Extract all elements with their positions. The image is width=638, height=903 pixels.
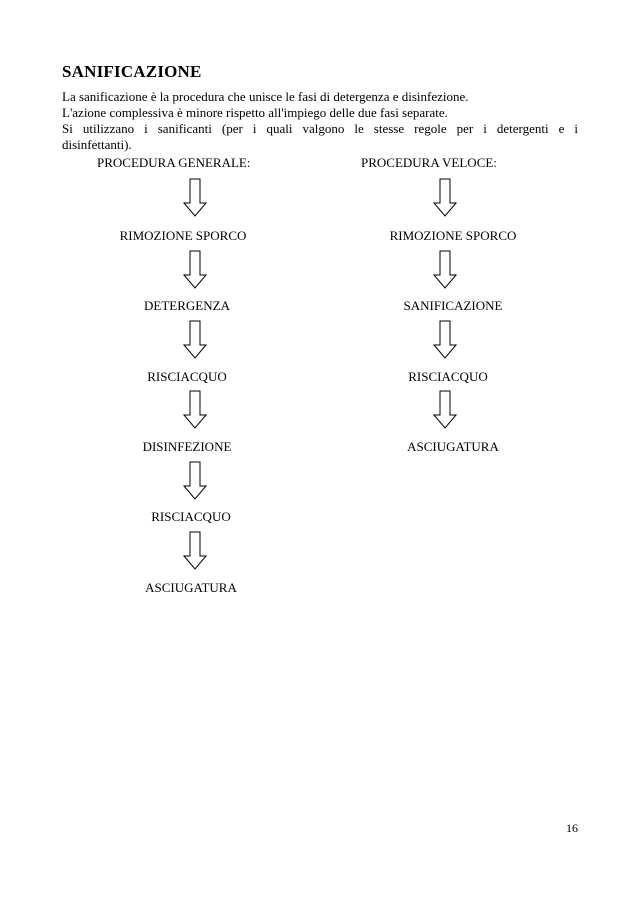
quick-step-risciacquo: RISCIACQUO — [408, 369, 488, 384]
down-arrow-icon — [183, 250, 207, 290]
general-step-rimozione-sporco: RIMOZIONE SPORCO — [119, 228, 247, 243]
quick-step-rimozione-sporco: RIMOZIONE SPORCO — [389, 228, 517, 243]
paragraph-line: La sanificazione è la procedura che unisce le fasi di detergenza e disinfezione. — [62, 89, 469, 104]
paragraph-line: Si utilizzano i sanificanti (per i quali valgono le stesse regole per i detergenti e i — [62, 121, 578, 136]
general-procedure-heading: PROCEDURA GENERALE: — [97, 155, 251, 170]
down-arrow-icon — [183, 390, 207, 430]
quick-step-asciugatura: ASCIUGATURA — [407, 439, 499, 454]
down-arrow-icon — [183, 461, 207, 501]
paragraph-line: disinfettanti). — [62, 137, 132, 152]
general-step-risciacquo: RISCIACQUO — [147, 369, 227, 384]
general-step-risciacquo: RISCIACQUO — [151, 509, 231, 524]
general-step-disinfezione: DISINFEZIONE — [142, 439, 232, 454]
general-step-asciugatura: ASCIUGATURA — [145, 580, 237, 595]
paragraph-line: L'azione complessiva è minore rispetto all'impiego delle due fasi separate. — [62, 105, 448, 120]
general-step-detergenza: DETERGENZA — [144, 298, 230, 313]
page-number: 16 — [566, 821, 578, 835]
down-arrow-icon — [183, 531, 207, 571]
down-arrow-icon — [183, 320, 207, 360]
down-arrow-icon — [433, 320, 457, 360]
quick-step-sanificazione: SANIFICAZIONE — [403, 298, 503, 313]
page-title: SANIFICAZIONE — [62, 62, 202, 81]
down-arrow-icon — [183, 178, 207, 218]
down-arrow-icon — [433, 178, 457, 218]
down-arrow-icon — [433, 250, 457, 290]
down-arrow-icon — [433, 390, 457, 430]
quick-procedure-heading: PROCEDURA VELOCE: — [361, 155, 497, 170]
